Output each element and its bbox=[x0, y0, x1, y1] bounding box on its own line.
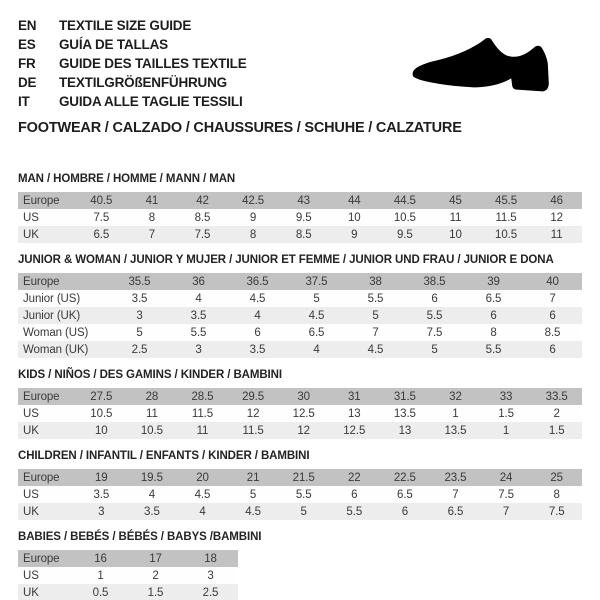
size-cell: 42.5 bbox=[228, 192, 279, 209]
language-code: IT bbox=[18, 94, 30, 109]
size-cell: 12.5 bbox=[278, 405, 329, 422]
size-cell: 6.5 bbox=[76, 226, 127, 243]
size-cell: 6.5 bbox=[380, 486, 431, 503]
row-label: UK bbox=[18, 503, 76, 520]
row-label: Woman (UK) bbox=[18, 341, 110, 358]
size-cell: 6 bbox=[228, 324, 287, 341]
size-cell: 7 bbox=[430, 486, 481, 503]
size-cell: 24 bbox=[481, 469, 532, 486]
size-cell: 4 bbox=[177, 503, 228, 520]
size-cell: 10.5 bbox=[127, 422, 178, 439]
size-section-children bbox=[18, 450, 582, 520]
size-cell: 11 bbox=[127, 405, 178, 422]
size-cell: 35.5 bbox=[110, 273, 169, 290]
size-cell: 8.5 bbox=[523, 324, 582, 341]
size-cell: 4 bbox=[127, 486, 178, 503]
size-cell: 28.5 bbox=[177, 388, 228, 405]
size-cell: 7.5 bbox=[405, 324, 464, 341]
size-cell: 11 bbox=[177, 422, 228, 439]
language-label: GUIDE DES TAILLES TEXTILE bbox=[59, 56, 247, 71]
size-cell: 5 bbox=[405, 341, 464, 358]
size-cell: 13 bbox=[329, 405, 380, 422]
size-cell: 5.5 bbox=[464, 341, 523, 358]
size-cell: 10.5 bbox=[481, 226, 532, 243]
size-cell: 6 bbox=[523, 341, 582, 358]
size-cell: 3.5 bbox=[169, 307, 228, 324]
row-label: UK bbox=[18, 226, 76, 243]
size-cell: 22 bbox=[329, 469, 380, 486]
size-cell: 8 bbox=[228, 226, 279, 243]
size-cell: 16 bbox=[73, 550, 128, 567]
row-label: Junior (UK) bbox=[18, 307, 110, 324]
size-cell: 6 bbox=[329, 486, 380, 503]
size-cell: 2.5 bbox=[183, 584, 238, 600]
size-cell: 18 bbox=[183, 550, 238, 567]
size-cell: 13 bbox=[380, 422, 431, 439]
size-cell: 5.5 bbox=[329, 503, 380, 520]
size-cell: 43 bbox=[278, 192, 329, 209]
size-cell: 7 bbox=[481, 503, 532, 520]
table-row bbox=[18, 469, 582, 486]
row-label: Europe bbox=[18, 469, 76, 486]
size-cell: 8 bbox=[127, 209, 178, 226]
size-cell: 3.5 bbox=[228, 341, 287, 358]
table-row bbox=[18, 290, 582, 307]
size-cell: 7.5 bbox=[76, 209, 127, 226]
size-cell: 3.5 bbox=[76, 486, 127, 503]
size-cell: 30 bbox=[278, 388, 329, 405]
size-cell: 4.5 bbox=[177, 486, 228, 503]
language-label: TEXTILE SIZE GUIDE bbox=[59, 18, 192, 33]
row-label: UK bbox=[18, 584, 73, 600]
size-table-children bbox=[18, 469, 582, 520]
size-cell: 33.5 bbox=[531, 388, 582, 405]
size-cell: 5 bbox=[228, 486, 279, 503]
size-section-kids bbox=[18, 369, 582, 439]
size-cell: 6 bbox=[405, 290, 464, 307]
size-cell: 11.5 bbox=[228, 422, 279, 439]
row-label: US bbox=[18, 567, 73, 584]
size-cell: 6.5 bbox=[287, 324, 346, 341]
size-cell: 28 bbox=[127, 388, 178, 405]
row-label: Junior (US) bbox=[18, 290, 110, 307]
table-row bbox=[18, 307, 582, 324]
table-row bbox=[18, 550, 238, 567]
size-cell: 23.5 bbox=[430, 469, 481, 486]
row-label: Europe bbox=[18, 550, 73, 567]
table-row bbox=[18, 422, 582, 439]
size-cell: 4 bbox=[287, 341, 346, 358]
size-cell: 36 bbox=[169, 273, 228, 290]
language-code: DE bbox=[18, 75, 37, 90]
language-label: TEXTILGRÖßENFÜHRUNG bbox=[59, 75, 227, 90]
size-cell: 38.5 bbox=[405, 273, 464, 290]
size-cell: 8.5 bbox=[278, 226, 329, 243]
size-cell: 1.5 bbox=[481, 405, 532, 422]
table-row bbox=[18, 192, 582, 209]
size-cell: 42 bbox=[177, 192, 228, 209]
size-cell: 5 bbox=[287, 290, 346, 307]
table-row bbox=[18, 324, 582, 341]
size-cell: 9 bbox=[329, 226, 380, 243]
size-cell: 5 bbox=[110, 324, 169, 341]
size-cell: 44.5 bbox=[380, 192, 431, 209]
row-label: US bbox=[18, 405, 76, 422]
size-cell: 10 bbox=[76, 422, 127, 439]
size-cell: 40 bbox=[523, 273, 582, 290]
size-cell: 7 bbox=[346, 324, 405, 341]
size-cell: 4 bbox=[169, 290, 228, 307]
size-cell: 3 bbox=[183, 567, 238, 584]
size-cell: 2 bbox=[531, 405, 582, 422]
size-cell: 37.5 bbox=[287, 273, 346, 290]
size-cell: 39 bbox=[464, 273, 523, 290]
size-cell: 5.5 bbox=[346, 290, 405, 307]
row-label: Woman (US) bbox=[18, 324, 110, 341]
size-cell: 5.5 bbox=[405, 307, 464, 324]
size-cell: 11.5 bbox=[177, 405, 228, 422]
size-cell: 2.5 bbox=[110, 341, 169, 358]
language-label: GUIDA ALLE TAGLIE TESSILI bbox=[59, 94, 243, 109]
size-cell: 36.5 bbox=[228, 273, 287, 290]
size-cell: 3.5 bbox=[110, 290, 169, 307]
table-title: BABIES / BEBÉS / BÉBÉS / BABYS /BAMBINI bbox=[18, 531, 262, 543]
size-cell: 6 bbox=[380, 503, 431, 520]
table-row bbox=[18, 405, 582, 422]
size-cell: 7 bbox=[127, 226, 178, 243]
size-cell: 12 bbox=[278, 422, 329, 439]
size-cell: 12 bbox=[531, 209, 582, 226]
size-cell: 38 bbox=[346, 273, 405, 290]
size-cell: 12.5 bbox=[329, 422, 380, 439]
size-cell: 10.5 bbox=[380, 209, 431, 226]
size-section-junior-woman bbox=[18, 254, 582, 358]
size-cell: 2 bbox=[128, 567, 183, 584]
size-cell: 9.5 bbox=[278, 209, 329, 226]
size-cell: 7.5 bbox=[531, 503, 582, 520]
size-cell: 6.5 bbox=[464, 290, 523, 307]
table-row bbox=[18, 567, 238, 584]
table-row bbox=[18, 341, 582, 358]
category-header: FOOTWEAR / CALZADO / CHAUSSURES / SCHUHE / CALZATURE bbox=[18, 120, 462, 136]
size-cell: 7.5 bbox=[481, 486, 532, 503]
size-cell: 0.5 bbox=[73, 584, 128, 600]
dress-shoe-icon bbox=[400, 32, 576, 96]
size-cell: 1 bbox=[430, 405, 481, 422]
size-cell: 32 bbox=[430, 388, 481, 405]
row-label: US bbox=[18, 209, 76, 226]
size-cell: 4.5 bbox=[346, 341, 405, 358]
language-code: ES bbox=[18, 37, 36, 52]
size-cell: 7 bbox=[523, 290, 582, 307]
size-cell: 10 bbox=[329, 209, 380, 226]
size-cell: 3 bbox=[76, 503, 127, 520]
size-cell: 13.5 bbox=[380, 405, 431, 422]
size-cell: 4.5 bbox=[228, 503, 279, 520]
table-title: MAN / HOMBRE / HOMME / MANN / MAN bbox=[18, 173, 236, 185]
size-section-man bbox=[18, 173, 582, 243]
size-cell: 8.5 bbox=[177, 209, 228, 226]
size-cell: 44 bbox=[329, 192, 380, 209]
table-title: JUNIOR & WOMAN / JUNIOR Y MUJER / JUNIOR ET FEMME / JUNIOR UND FRAU / JUNIOR E DONA bbox=[18, 254, 554, 266]
table-title: KIDS / NIÑOS / DES GAMINS / KINDER / BAMBINI bbox=[18, 369, 282, 381]
table-row bbox=[18, 503, 582, 520]
size-cell: 8 bbox=[464, 324, 523, 341]
table-row bbox=[18, 273, 582, 290]
size-table-kids bbox=[18, 388, 582, 439]
size-table-man bbox=[18, 192, 582, 243]
size-cell: 8 bbox=[531, 486, 582, 503]
size-cell: 5 bbox=[346, 307, 405, 324]
size-cell: 10 bbox=[430, 226, 481, 243]
size-cell: 45 bbox=[430, 192, 481, 209]
size-cell: 17 bbox=[128, 550, 183, 567]
table-title: CHILDREN / INFANTIL / ENFANTS / KINDER / BAMBINI bbox=[18, 450, 310, 462]
size-cell: 40.5 bbox=[76, 192, 127, 209]
size-cell: 31.5 bbox=[380, 388, 431, 405]
size-cell: 13.5 bbox=[430, 422, 481, 439]
size-table-babies bbox=[18, 550, 238, 600]
table-row bbox=[18, 388, 582, 405]
size-cell: 4.5 bbox=[228, 290, 287, 307]
size-table-junior-woman bbox=[18, 273, 582, 358]
size-cell: 7.5 bbox=[177, 226, 228, 243]
size-cell: 46 bbox=[531, 192, 582, 209]
size-cell: 3 bbox=[110, 307, 169, 324]
language-code: FR bbox=[18, 56, 36, 71]
size-cell: 21 bbox=[228, 469, 279, 486]
size-cell: 41 bbox=[127, 192, 178, 209]
table-row bbox=[18, 226, 582, 243]
size-cell: 1.5 bbox=[531, 422, 582, 439]
size-cell: 3 bbox=[169, 341, 228, 358]
size-cell: 5.5 bbox=[169, 324, 228, 341]
size-cell: 1 bbox=[73, 567, 128, 584]
size-cell: 6 bbox=[523, 307, 582, 324]
size-cell: 5 bbox=[278, 503, 329, 520]
size-cell: 22.5 bbox=[380, 469, 431, 486]
size-cell: 11 bbox=[430, 209, 481, 226]
size-cell: 9 bbox=[228, 209, 279, 226]
size-cell: 19.5 bbox=[127, 469, 178, 486]
row-label: US bbox=[18, 486, 76, 503]
size-cell: 20 bbox=[177, 469, 228, 486]
size-cell: 1 bbox=[481, 422, 532, 439]
size-cell: 4 bbox=[228, 307, 287, 324]
table-row bbox=[18, 584, 238, 600]
size-cell: 29.5 bbox=[228, 388, 279, 405]
table-row bbox=[18, 209, 582, 226]
size-cell: 6.5 bbox=[430, 503, 481, 520]
language-label: GUÍA DE TALLAS bbox=[59, 37, 168, 52]
size-cell: 6 bbox=[464, 307, 523, 324]
size-cell: 10.5 bbox=[76, 405, 127, 422]
size-cell: 5.5 bbox=[278, 486, 329, 503]
size-cell: 19 bbox=[76, 469, 127, 486]
row-label: Europe bbox=[18, 192, 76, 209]
table-row bbox=[18, 486, 582, 503]
row-label: Europe bbox=[18, 273, 110, 290]
size-cell: 33 bbox=[481, 388, 532, 405]
size-cell: 31 bbox=[329, 388, 380, 405]
size-cell: 9.5 bbox=[380, 226, 431, 243]
size-cell: 21.5 bbox=[278, 469, 329, 486]
size-tables bbox=[18, 173, 582, 600]
size-cell: 12 bbox=[228, 405, 279, 422]
row-label: Europe bbox=[18, 388, 76, 405]
size-section-babies bbox=[18, 531, 582, 600]
size-cell: 45.5 bbox=[481, 192, 532, 209]
size-cell: 1.5 bbox=[128, 584, 183, 600]
language-code: EN bbox=[18, 18, 37, 33]
size-cell: 3.5 bbox=[127, 503, 178, 520]
size-cell: 4.5 bbox=[287, 307, 346, 324]
size-cell: 11.5 bbox=[481, 209, 532, 226]
size-cell: 27.5 bbox=[76, 388, 127, 405]
size-cell: 25 bbox=[531, 469, 582, 486]
row-label: UK bbox=[18, 422, 76, 439]
size-cell: 11 bbox=[531, 226, 582, 243]
